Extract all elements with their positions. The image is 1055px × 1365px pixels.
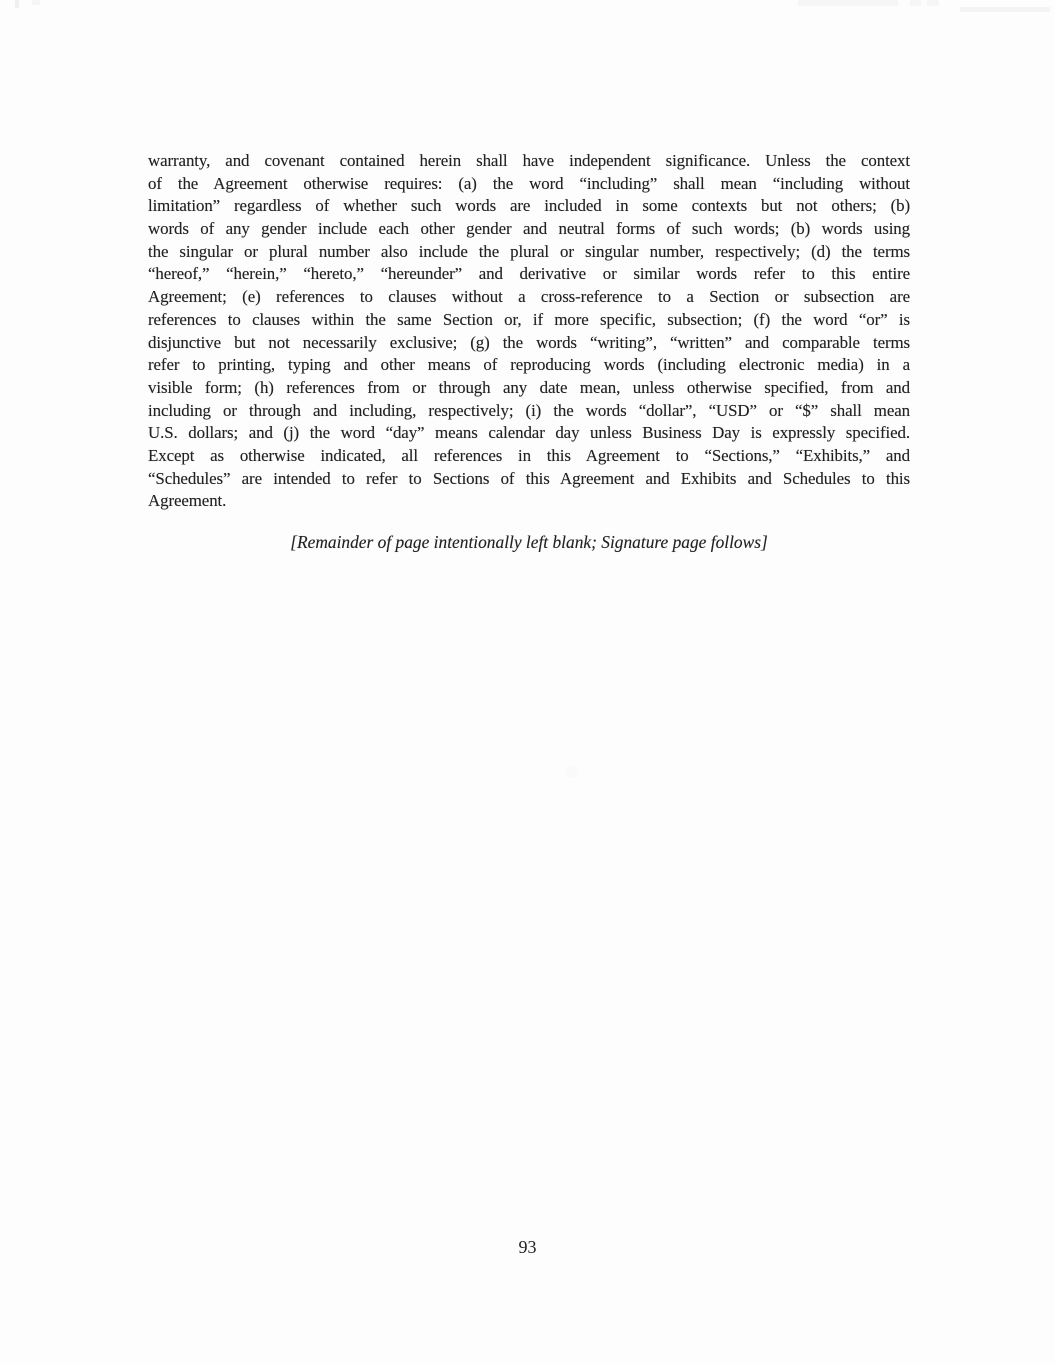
paragraph-line: refer to printing, typing and other means of reproducing words (including electronic media) in a xyxy=(148,355,910,375)
scan-artifact xyxy=(927,0,939,6)
scan-artifact xyxy=(910,0,921,6)
paragraph-line: Agreement; (e) references to clauses without a cross-reference to a Section or subsection are xyxy=(148,287,910,307)
scan-artifact xyxy=(566,766,577,777)
scan-artifact xyxy=(15,0,19,8)
paragraph-line: visible form; (h) references from or through any date mean, unless otherwise specified, from and xyxy=(148,377,910,397)
paragraph-line: Agreement. xyxy=(148,491,227,511)
paragraph-line: disjunctive but not necessarily exclusive; (g) the words “writing”, “written” and comparable terms xyxy=(148,332,910,352)
scan-artifact xyxy=(960,7,1050,12)
paragraph-line: U.S. dollars; and (j) the word “day” means calendar day unless Business Day is expressly specified. xyxy=(148,423,910,443)
remainder-note: [Remainder of page intentionally left blank; Signature page follows] xyxy=(290,532,768,552)
paragraph-line: words of any gender include each other gender and neutral forms of such words; (b) words using xyxy=(148,219,910,239)
paragraph-line: limitation” regardless of whether such words are included in some contexts but not others; (b) xyxy=(148,196,910,216)
paragraph-line: Except as otherwise indicated, all references in this Agreement to “Sections,” “Exhibits,” and xyxy=(148,445,910,465)
page-number: 93 xyxy=(518,1237,537,1257)
paragraph-line: of the Agreement otherwise requires: (a) the word “including” shall mean “including without xyxy=(148,173,910,193)
paragraph-line: “Schedules” are intended to refer to Sections of this Agreement and Exhibits and Schedules to this xyxy=(148,468,910,488)
paragraph-line: the singular or plural number also include the plural or singular number, respectively; (d) the terms xyxy=(148,241,910,261)
paragraph-line: including or through and including, respectively; (i) the words “dollar”, “USD” or “$” shall mean xyxy=(148,400,910,420)
paragraph-line: references to clauses within the same Section or, if more specific, subsection; (f) the word “or” is xyxy=(148,309,910,329)
scan-artifact xyxy=(32,0,40,5)
body-paragraph xyxy=(148,150,910,513)
paragraph-line: “hereof,” “herein,” “hereto,” “hereunder” and derivative or similar words refer to this entire xyxy=(148,264,910,284)
paragraph-line: warranty, and covenant contained herein shall have independent significance. Unless the context xyxy=(148,151,910,170)
scan-artifact xyxy=(798,0,898,6)
